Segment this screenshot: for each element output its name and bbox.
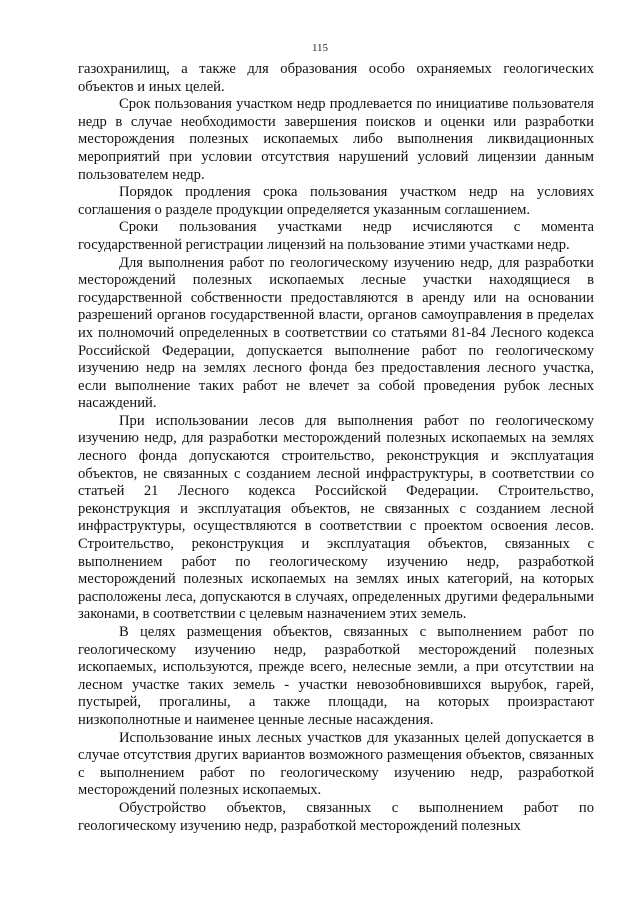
document-body xyxy=(78,61,594,835)
paragraph: При использовании лесов для выполнения работ по геологическому изучению недр, для разработки месторождений полезных ископаемых на землях лесного фонда допускаются строительство, реконструкция и эксплуатация объектов, не связанных с созданием лесной инфраструктуры, в соответствии со статьей 21 Лесного кодекса Российской Федерации. Строительство, реконструкция и эксплуатация объектов, не связанных с созданием лесной инфраструктуры, осуществляются в соответствии с проектом освоения лесов. Строительство, реконструкция и эксплуатация объектов, связанных с выполнением работ по геологическому изучению недр, разработкой месторождений полезных ископаемых на землях иных категорий, на которых расположены леса, допускаются в случаях, определенных другими федеральными законами, в соответствии с целевым назначением этих земель. xyxy=(78,412,594,623)
paragraph-continuation: газохранилищ, а также для образования особо охраняемых геологических объектов и иных целей. xyxy=(78,61,594,95)
paragraph: Для выполнения работ по геологическому изучению недр, для разработки месторождений полезных ископаемых лесные участки находящиеся в государственной собственности предоставляются в аренду или на основании разрешений органов государственной власти, органов самоуправления в пределах их полномочий определенных в соответствии со статьями 81-84 Лесного кодекса Российской Федерации, допускается выполнение работ по геологическому изучению недр на землях лесного фонда без предоставления лесного участка, если выполнение таких работ не влечет за собой проведения рубок лесных насаждений. xyxy=(78,254,594,412)
paragraph: Порядок продления срока пользования участком недр на условиях соглашения о разделе продукции определяется указанным соглашением. xyxy=(78,184,594,218)
paragraph: В целях размещения объектов, связанных с выполнением работ по геологическому изучению недр, разработкой месторождений полезных ископаемых, используются, прежде всего, нелесные земли, а при отсутствии на лесном участке таких земель - участки невозобновившихся вырубок, гарей, пустырей, прогалины, а также площади, на которых произрастают низкополнотные и наименее ценные лесные насаждения. xyxy=(78,624,594,728)
paragraph: Обустройство объектов, связанных с выполнением работ по геологическому изучению недр, разработкой месторождений полезных xyxy=(78,799,594,834)
paragraph: Использование иных лесных участков для указанных целей допускается в случае отсутствия других вариантов возможного размещения объектов, связанных с выполнением работ по геологическому изучению недр, разработкой месторождений полезных ископаемых. xyxy=(78,729,594,799)
page-number: 115 xyxy=(311,42,329,54)
paragraph: Срок пользования участком недр продлевается по инициативе пользователя недр в случае необходимости завершения поисков и оценки или разработки месторождения полезных ископаемых либо выполнения ликвидационных мероприятий при условии отсутствия нарушений условий лицензии данным пользователем недр. xyxy=(78,96,594,183)
paragraph: Сроки пользования участками недр исчисляются с момента государственной регистрации лицензий на пользование этими участками недр. xyxy=(78,219,594,253)
